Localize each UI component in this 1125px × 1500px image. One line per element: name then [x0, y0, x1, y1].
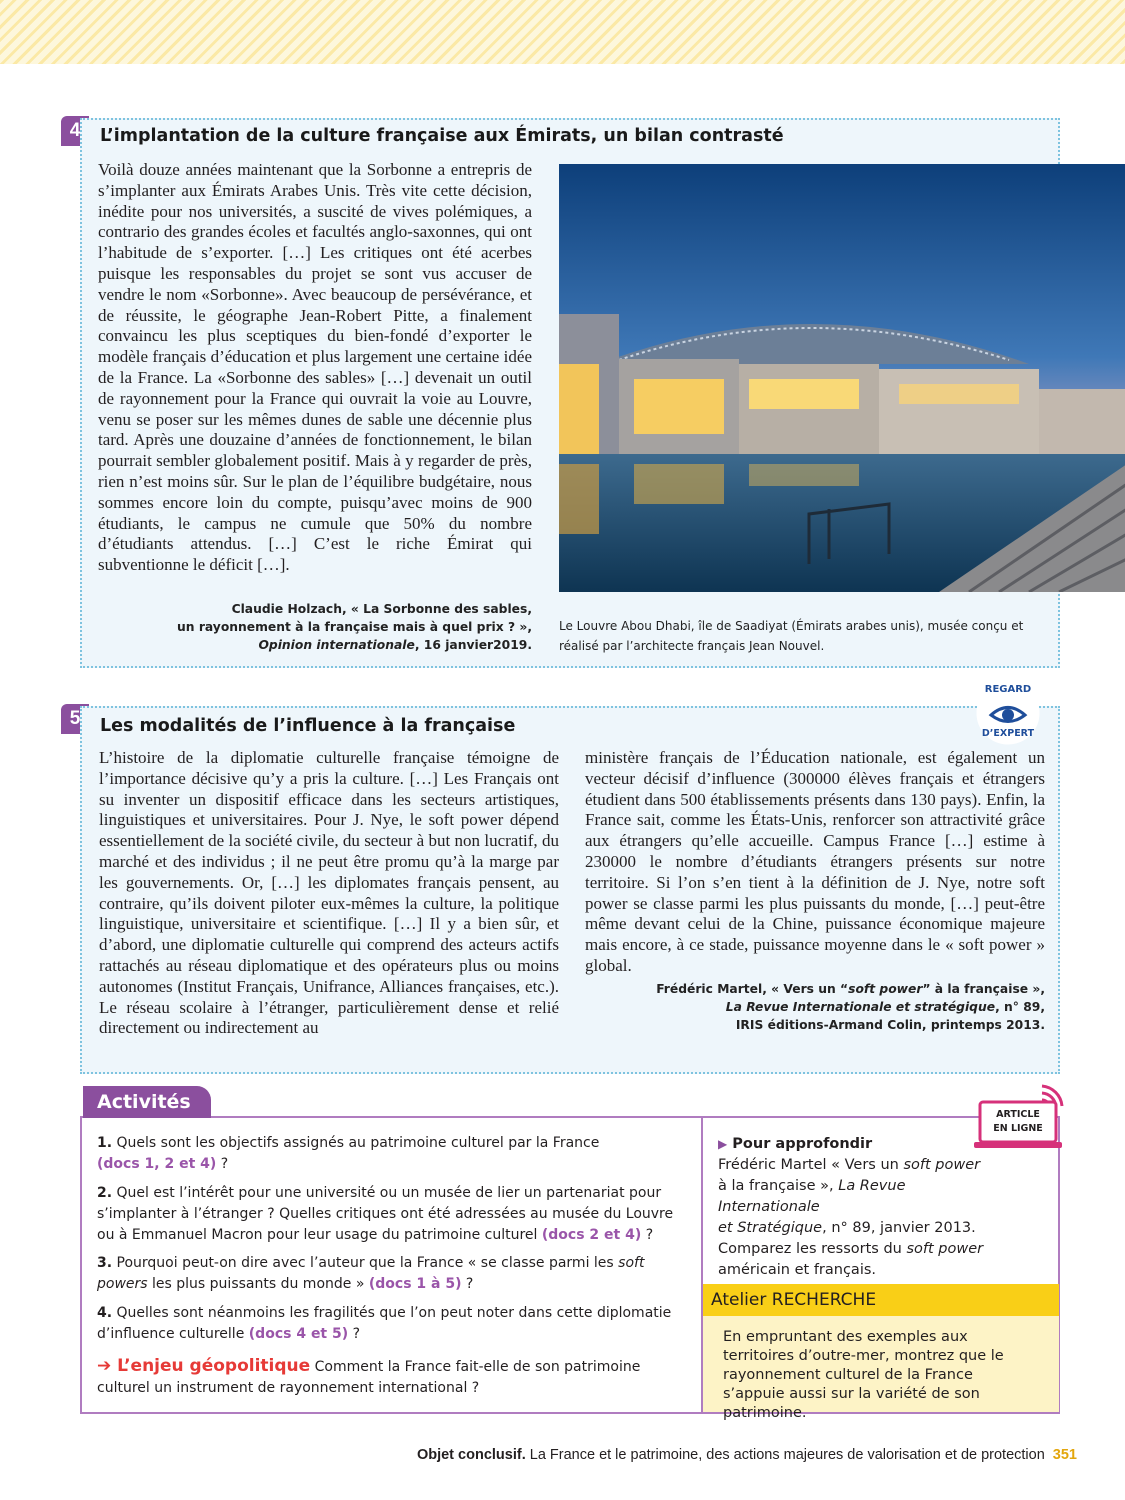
- approfondir-heading-row: [718, 1134, 1008, 1155]
- top-decorative-band: [0, 0, 1125, 64]
- question-2-number: 2.: [97, 1185, 113, 1201]
- approfondir-line2-italic: La Revue Internationale: [718, 1178, 906, 1215]
- approfondir-line1-pre: Frédéric Martel « Vers un: [718, 1157, 904, 1173]
- photo-caption: Le Louvre Abou Dhabi, île de Saadiyat (Émirats arabes unis), musée conçu et réalisé par l’architecte français Jean Nouvel.: [559, 619, 1024, 653]
- approfondir-line4-pre: Comparez les ressorts du: [718, 1241, 907, 1257]
- question-4-ref: (docs 4 et 5): [248, 1326, 349, 1342]
- doc5-src2-post: , n° 89,: [995, 1000, 1045, 1014]
- approfondir-line5: américain et français.: [718, 1262, 877, 1278]
- doc5-title: Les modalités de l’influence à la française: [100, 716, 516, 736]
- atelier-recherche-text: En empruntant des exemples aux territoires d’outre-mer, montrez que le rayonnement culturel de la France s’appuie aussi sur la variété de son patrimoine.: [703, 1316, 1059, 1412]
- approfondir-line1: [718, 1155, 1008, 1176]
- louvre-photo-illustration: [559, 164, 1125, 592]
- question-3-italic: soft powers: [97, 1255, 645, 1292]
- approfondir-line2-pre: à la française »,: [718, 1178, 839, 1194]
- question-3-text-a: Pourquoi peut-on dire avec l’auteur que la France « se classe parmi les: [116, 1255, 619, 1271]
- doc5-source-journal: La Revue Internationale et stratégique: [725, 1000, 996, 1014]
- question-2-ref: (docs 2 et 4): [541, 1227, 642, 1243]
- article-badge-line2: EN LIGNE: [993, 1123, 1043, 1134]
- doc4-source-line3: [98, 636, 532, 654]
- page-footer: [417, 1447, 1077, 1463]
- approfondir-line1-italic: soft power: [903, 1157, 981, 1173]
- doc5-panel: [80, 706, 1060, 1074]
- approfondir-line3-post: , n° 89, janvier 2013.: [822, 1220, 976, 1236]
- doc5-source-line2: [585, 998, 1045, 1016]
- enjeu-label: ➔ L’enjeu géopolitique: [97, 1356, 311, 1376]
- louvre-abu-dhabi-photo: [559, 164, 1125, 592]
- doc5-src1-italic: soft power: [848, 982, 923, 996]
- article-badge-text: [980, 1108, 1056, 1136]
- article-badge-line1: ARTICLE: [996, 1109, 1040, 1120]
- enjeu-text: Comment la France fait-elle de son patrimoine culturel un instrument de rayonnement international ?: [97, 1359, 641, 1396]
- activites-tab: Activités: [83, 1086, 211, 1118]
- doc5-column2-text: ministère français de l’Éducation nationale, est également un vecteur décisif d’influence (300000 élèves français et étrangers étudient dans 500 établissements présents dans 130 pays). Enfin, la France sait, comme les États-Unis, renforcer son attractivité grâce aux étrangers qu’elle accueille. Campus France […] estime à 230000 le nombre d’étudiants étrangers présents sur notre territoire. Si l’on s’en tient à la définition de J. Nye, notre soft power se classe parmi les plus puissants du monde, […] peut-être même devant celui de la Chine, puissance économique majeure mais encore, à ce stade, puissance moyenne dans le « soft power » global.: [585, 748, 1045, 975]
- page-number: 351: [1052, 1447, 1077, 1463]
- approfondir-line4-italic: soft power: [906, 1241, 984, 1257]
- question-3: [97, 1253, 687, 1295]
- atelier-recherche-heading: Atelier RECHERCHE: [703, 1284, 1059, 1316]
- question-3-number: 3.: [97, 1255, 113, 1271]
- approfondir-line3: [718, 1218, 1008, 1239]
- doc4-number-badge: 4: [61, 116, 89, 146]
- doc5-source-line3: IRIS éditions-Armand Colin, printemps 2013.: [735, 1018, 1045, 1032]
- pour-approfondir: [718, 1134, 1008, 1281]
- question-1-number: 1.: [97, 1135, 113, 1151]
- doc4-source-date: , 16 janvier2019.: [414, 638, 532, 652]
- doc4-source-line2: un rayonnement à la française mais à quel prix ? »,: [177, 620, 532, 634]
- doc5-source-line1: [585, 980, 1045, 998]
- doc5-column1-text: L’histoire de la diplomatie culturelle française témoigne de l’importance décisive qu’y a pris la culture. […] Les Français ont su inventer un dispositif efficace dans les secteurs artistiques, linguistiques et universitaires. Pour J. Nye, le soft power dépend essentiellement de la société civile, du secteur à but non lucratif, du marché et des individus ; il ne peut être promu qu’à la marge par les gouvernements. Or, […] les diplomates français pensent, au contraire, qu’ils doivent piloter eux-mêmes la culture, la politique linguistique, universitaire et scientifique. […] Il y a bien sûr, et d’abord, une diplomatie culturelle qui comprend des acteurs actifs rattachés au réseau diplomatique et des opérateurs plus ou moins autonomes (Institut Français, Unifrance, Alliances françaises, etc.). Le réseau scolaire à l’étranger, particulièrement dense et relié directement ou indirectement au: [99, 748, 559, 1038]
- regard-badge-bottom: D’EXPERT: [981, 728, 1035, 739]
- enjeu-geopolitique: [97, 1356, 687, 1399]
- article-en-ligne-badge[interactable]: [972, 1082, 1066, 1152]
- question-1-text: Quels sont les objectifs assignés au patrimoine culturel par la France: [116, 1135, 600, 1151]
- approfondir-heading: Pour approfondir: [732, 1136, 873, 1152]
- question-1-ref: (docs 1, 2 et 4): [97, 1156, 217, 1172]
- question-4-text: Quelles sont néanmoins les fragilités que l’on peut noter dans cette diplomatie d’influence culturelle: [97, 1305, 672, 1342]
- doc5-number-badge: 5: [61, 704, 89, 734]
- question-2: [97, 1183, 687, 1246]
- doc5-src1-post: ” à la française »,: [922, 982, 1045, 996]
- doc5-src1-pre: Frédéric Martel, « Vers un “: [656, 982, 849, 996]
- regard-expert-badge: [975, 680, 1041, 746]
- question-3-end: ?: [461, 1276, 474, 1292]
- approfondir-line4: [718, 1239, 1008, 1260]
- doc4-source-journal: Opinion internationale: [258, 638, 415, 652]
- question-1-end: ?: [216, 1156, 229, 1172]
- question-3-ref: (docs 1 à 5): [368, 1276, 462, 1292]
- doc4-source: [98, 600, 532, 654]
- question-1: [97, 1133, 687, 1175]
- question-4-end: ?: [348, 1326, 361, 1342]
- doc4-source-line1: Claudie Holzach, « La Sorbonne des sables,: [231, 602, 532, 616]
- regard-badge-top: REGARD: [984, 684, 1032, 695]
- question-2-end: ?: [641, 1227, 654, 1243]
- doc4-panel: [80, 118, 1060, 668]
- question-4: [97, 1303, 687, 1345]
- question-3-text-b: les plus puissants du monde »: [147, 1276, 365, 1292]
- question-4-number: 4.: [97, 1305, 113, 1321]
- approfondir-line2: [718, 1176, 1008, 1218]
- approfondir-line3-italic: et Stratégique: [718, 1220, 823, 1236]
- arrow-right-icon: ▶: [718, 1137, 728, 1151]
- footer-label: Objet conclusif.: [416, 1447, 526, 1463]
- doc5-source: [585, 980, 1045, 1034]
- doc4-body-text: Voilà douze années maintenant que la Sorbonne a entrepris de s’implanter aux Émirats Arabes Unis. Très vite cette décision, inédite pour nos universités, a suscité de vives polémiques, a contrario des grandes écoles et facultés anglo-saxonnes, qui ont l’habitude de s’exporter. […] Les critiques ont été acerbes puisque les responsables du projet se sont vus accuser de vendre le nom «Sorbonne». Avec beaucoup de persévérance, et de réussite, le géographe Jean-Robert Pitte, a finalement convaincu les plus sceptiques du bien-fondé d’exporter le modèle français d’éducation et plus largement une certaine idée de la France. La «Sorbonne des sables» […] devenait un outil de rayonnement pour la France qui ouvrait la voie au Louvre, venu se poser sur les mêmes dunes de sable une décennie plus tard. Après une douzaine d’années de fonctionnement, le bilan pourrait sembler globalement positif. Mais à y regarder de près, rien n’est moins sûr. Sur le plan de l’équilibre budgétaire, nous sommes encore loin du compte, puisqu’avec moins de 900 étudiants, le campus ne cumule que 50% du nombre d’étudiants attendus. […] C’est le riche Émirat qui subventionne le déficit […].: [98, 160, 532, 575]
- question-2-text: Quel est l’intérêt pour une université ou un musée de lier un partenariat pour s’implanter à l’étranger ? Quelles critiques ont été adressées au musée du Louvre ou à Emmanuel Macron pour leur usage du patrimoine culturel: [97, 1185, 674, 1243]
- footer-text: La France et le patrimoine, des actions majeures de valorisation et de protection: [529, 1447, 1045, 1463]
- doc4-title: L’implantation de la culture française aux Émirats, un bilan contrasté: [100, 126, 784, 146]
